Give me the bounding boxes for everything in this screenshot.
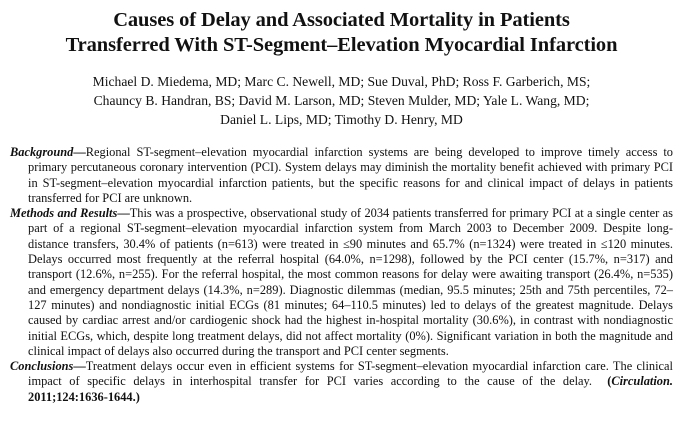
- conclusions-separator: —: [73, 359, 86, 374]
- abstract: [10, 145, 673, 405]
- citation-open: (: [607, 374, 612, 389]
- background-separator: —: [73, 145, 86, 159]
- authors-line-2: Chauncy B. Handran, BS; David M. Larson, MD; Steven Mulder, MD; Yale L. Wang, MD;: [93, 93, 590, 108]
- methods-separator: —: [117, 206, 130, 221]
- abstract-methods-results: [10, 206, 673, 359]
- title-line-1: Causes of Delay and Associated Mortality in Patients: [113, 9, 570, 31]
- citation-volume: 2011;124:1636-1644.): [28, 389, 140, 404]
- background-text: Regional ST-segment–elevation myocardial infarction systems are being developed to improve timely access to primary percutaneous coronary intervention (PCI). System delays may diminish the mortality benefit achieved with primary PCI in ST-segment–elevation myocardial infarction patients, but the specific reasons for and clinical impact of delays in patients transferred for PCI are unknown.: [28, 145, 673, 205]
- methods-text: This was a prospective, observational study of 2034 patients transferred for primary PCI at a single center as part of a regional ST-segment–elevation myocardial infarction system from March 2003 to December 2009. Despite long-distance transfers, 30.4% of patients (n=613) were treated in ≤90 minutes and 65.7% (n=1324) were treated in ≤120 minutes. Delays occurred most frequently at the referral hospital (64.0%, n=1298), followed by the PCI center (15.7%, n=317) and transport (12.6%, n=255). For the referral hospital, the most common reasons for delay were awaiting transport (26.4%, n=535) and emergency department delays (14.3%, n=289). Diagnostic dilemmas (median, 95.5 minutes; 25th and 75th percentiles, 72–127 minutes) and nondiagnostic initial ECGs (81 minutes; 64–110.5 minutes) led to delays of the greatest magnitude. Delays caused by cardiac arrest and/or cardiogenic shock had the highest in-hospital mortality (30.6%), in contrast with nondiagnostic initial ECGs, which, despite long treatment delays, did not affect mortality (0%). Significant variation in both the magnitude and clinical impact of delays also occurred during the transport and PCI center segments.: [28, 206, 673, 358]
- authors-line-3: Daniel L. Lips, MD; Timothy D. Henry, MD: [220, 112, 463, 127]
- author-list: [10, 72, 673, 129]
- paper-title: [10, 8, 673, 58]
- background-label: Background: [10, 145, 74, 159]
- conclusions-label: Conclusions: [10, 359, 74, 374]
- abstract-conclusions: [10, 359, 673, 405]
- methods-label: Methods and Results: [10, 206, 118, 221]
- citation-journal: Circulation.: [611, 374, 673, 389]
- authors-line-1: Michael D. Miedema, MD; Marc C. Newell, MD; Sue Duval, PhD; Ross F. Garberich, MS;: [92, 74, 591, 89]
- conclusions-text: Treatment delays occur even in efficient systems for ST-segment–elevation myocardial infarction care. The clinical impact of specific delays in interhospital transfer for PCI varies according to the cause of the delay.: [28, 359, 673, 389]
- title-line-2: Transferred With ST-Segment–Elevation Myocardial Infarction: [65, 34, 618, 56]
- abstract-background: [10, 145, 673, 206]
